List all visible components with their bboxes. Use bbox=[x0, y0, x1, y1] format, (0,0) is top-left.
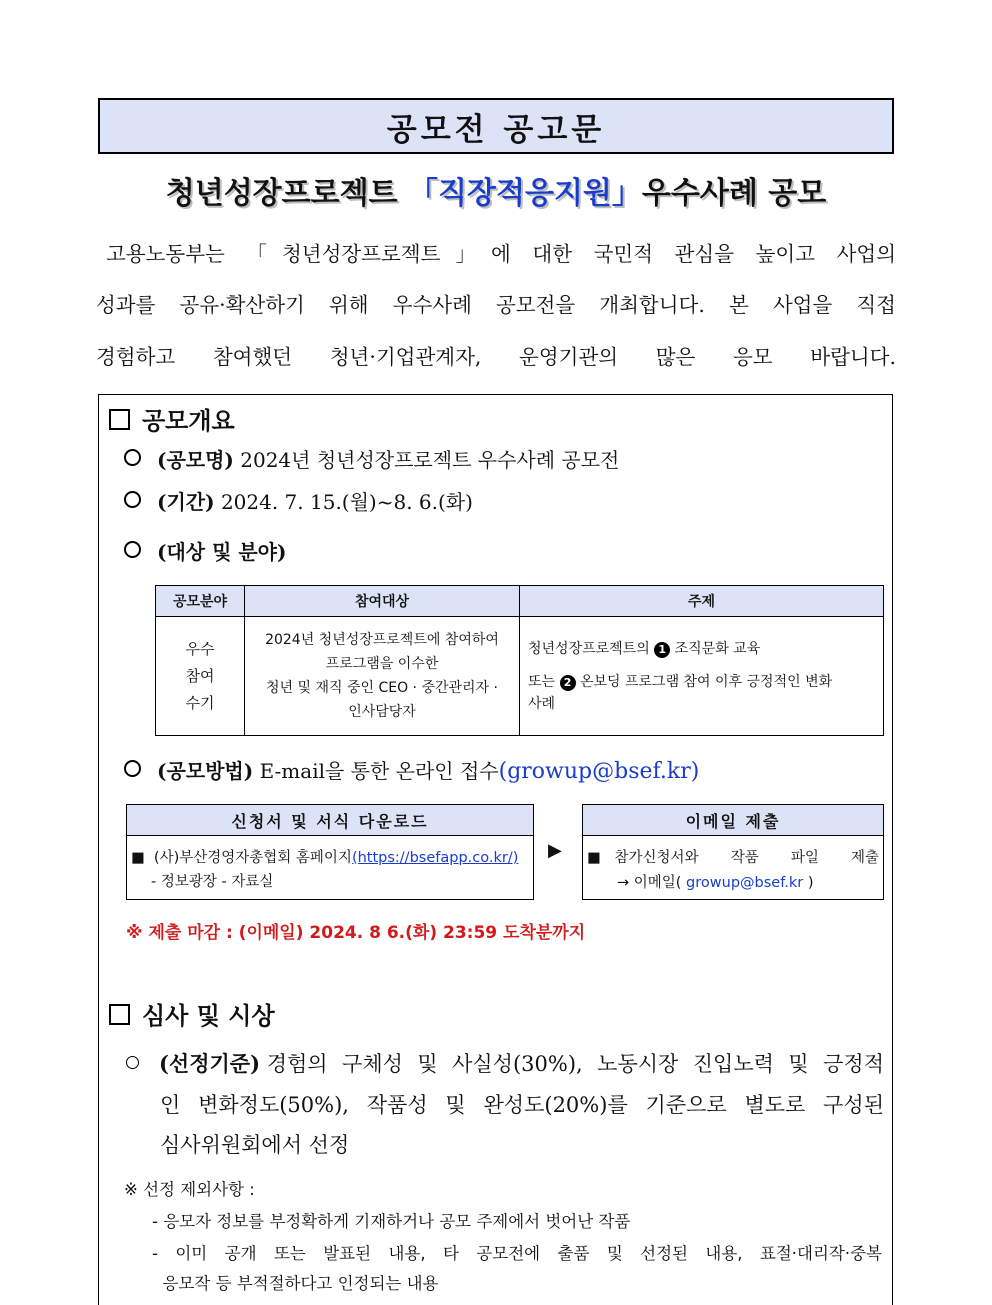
circle-bullet-icon bbox=[124, 449, 141, 466]
circle-bullet-icon bbox=[126, 1056, 139, 1069]
table-header: 주제 bbox=[520, 586, 884, 617]
table-cell-target: 2024년 청년성장프로젝트에 참여하여 프로그램을 이수한 청년 및 재직 중인 CEO · 중간관리자 · 인사담당자 bbox=[245, 617, 520, 736]
arrow-right-icon: ▶ bbox=[548, 840, 562, 861]
checkbox-square-icon bbox=[109, 1004, 130, 1025]
intro-line-2: 성과를 공유·확산하기 위해 우수사례 공모전을 개최합니다. 본 사업을 직접 bbox=[96, 293, 896, 317]
submit-email-link[interactable]: growup@bsef.kr bbox=[686, 875, 804, 891]
bullet-contest-name: (공모명) 2024년 청년성장프로젝트 우수사례 공모전 bbox=[124, 444, 619, 473]
subtitle-pre: 청년성장프로젝트 bbox=[165, 176, 409, 211]
table-header: 참여대상 bbox=[245, 586, 520, 617]
section-heading-review: 심사 및 시상 bbox=[109, 996, 275, 1031]
email-submit-header: 이메일 제출 bbox=[583, 805, 883, 836]
subtitle-post: 우수사례 공모 bbox=[641, 176, 827, 211]
table-cell-topic: 청년성장프로젝트의 1 조직문화 교육 또는 2 온보딩 프로그램 참여 이후 긍정적인 변화 사례 bbox=[520, 617, 884, 736]
exclusion-title: ※ 선정 제외사항 : bbox=[124, 1180, 255, 1199]
exclusion-item-continued: 응모작 등 부적절하다고 인정되는 내용 bbox=[152, 1274, 439, 1293]
notice-subtitle bbox=[98, 168, 894, 212]
intro-line-1: 고용노동부는 「청년성장프로젝트」에 대한 국민적 관심을 높이고 사업의 bbox=[106, 242, 896, 266]
intro-line-3: 경험하고 참여했던 청년·기업관계자, 운영기관의 많은 응모 바랍니다. bbox=[96, 345, 896, 369]
circle-bullet-icon bbox=[124, 491, 141, 508]
exclusion-item: - 응모자 정보를 부정확하게 기재하거나 공모 주제에서 벗어난 작품 bbox=[152, 1212, 631, 1231]
section-heading-overview: 공모개요 bbox=[109, 401, 235, 436]
bullet-period: (기간) 2024. 7. 15.(월)~8. 6.(화) bbox=[124, 486, 473, 515]
bullet-criteria: (선정기준) 경험의 구체성 및 사실성(30%), 노동시장 진입노력 및 긍정적 bbox=[126, 1048, 884, 1078]
circle-bullet-icon bbox=[124, 541, 141, 558]
bsef-homepage-link[interactable]: (https://bsefapp.co.kr/) bbox=[351, 850, 519, 866]
circle-bullet-icon bbox=[124, 760, 141, 777]
bullet-target: (대상 및 분야) bbox=[124, 536, 286, 565]
contest-email[interactable]: (growup@bsef.kr) bbox=[498, 759, 700, 784]
table-cell-field: 우수 참여 수기 bbox=[156, 617, 245, 736]
number-two-icon: 2 bbox=[560, 675, 576, 691]
checkbox-square-icon bbox=[109, 409, 130, 430]
download-box: 신청서 및 서식 다운로드 ■ (사)부산경영자총협회 홈페이지(https://bsefapp.co.kr/) - 정보광장 - 자료실 bbox=[126, 804, 534, 900]
download-box-header: 신청서 및 서식 다운로드 bbox=[127, 805, 533, 836]
criteria-line-3: 심사위원회에서 선정 bbox=[160, 1133, 350, 1157]
number-one-icon: 1 bbox=[654, 642, 670, 658]
subtitle-highlight: 「직장적응지원」 bbox=[408, 176, 642, 211]
deadline-note: ※ 제출 마감 : (이메일) 2024. 8 6.(화) 23:59 도착분까지 bbox=[126, 923, 586, 943]
email-submit-box: 이메일 제출 ■ 참가신청서와 작품 파일 제출 → 이메일( growup@bsef.kr ) bbox=[582, 804, 884, 900]
criteria-line-2: 인 변화정도(50%), 작품성 및 완성도(20%)를 기준으로 별도로 구성된 bbox=[160, 1093, 884, 1117]
bullet-method: (공모방법) E-mail을 통한 온라인 접수(growup@bsef.kr) bbox=[124, 755, 699, 784]
exclusion-item: - 이미 공개 또는 발표된 내용, 타 공모전에 출품 및 선정된 내용, 표절·대리작·중복 bbox=[152, 1244, 882, 1263]
notice-title: 공모전 공고문 bbox=[98, 98, 894, 154]
table-header: 공모분야 bbox=[156, 586, 245, 617]
field-table bbox=[155, 585, 884, 736]
